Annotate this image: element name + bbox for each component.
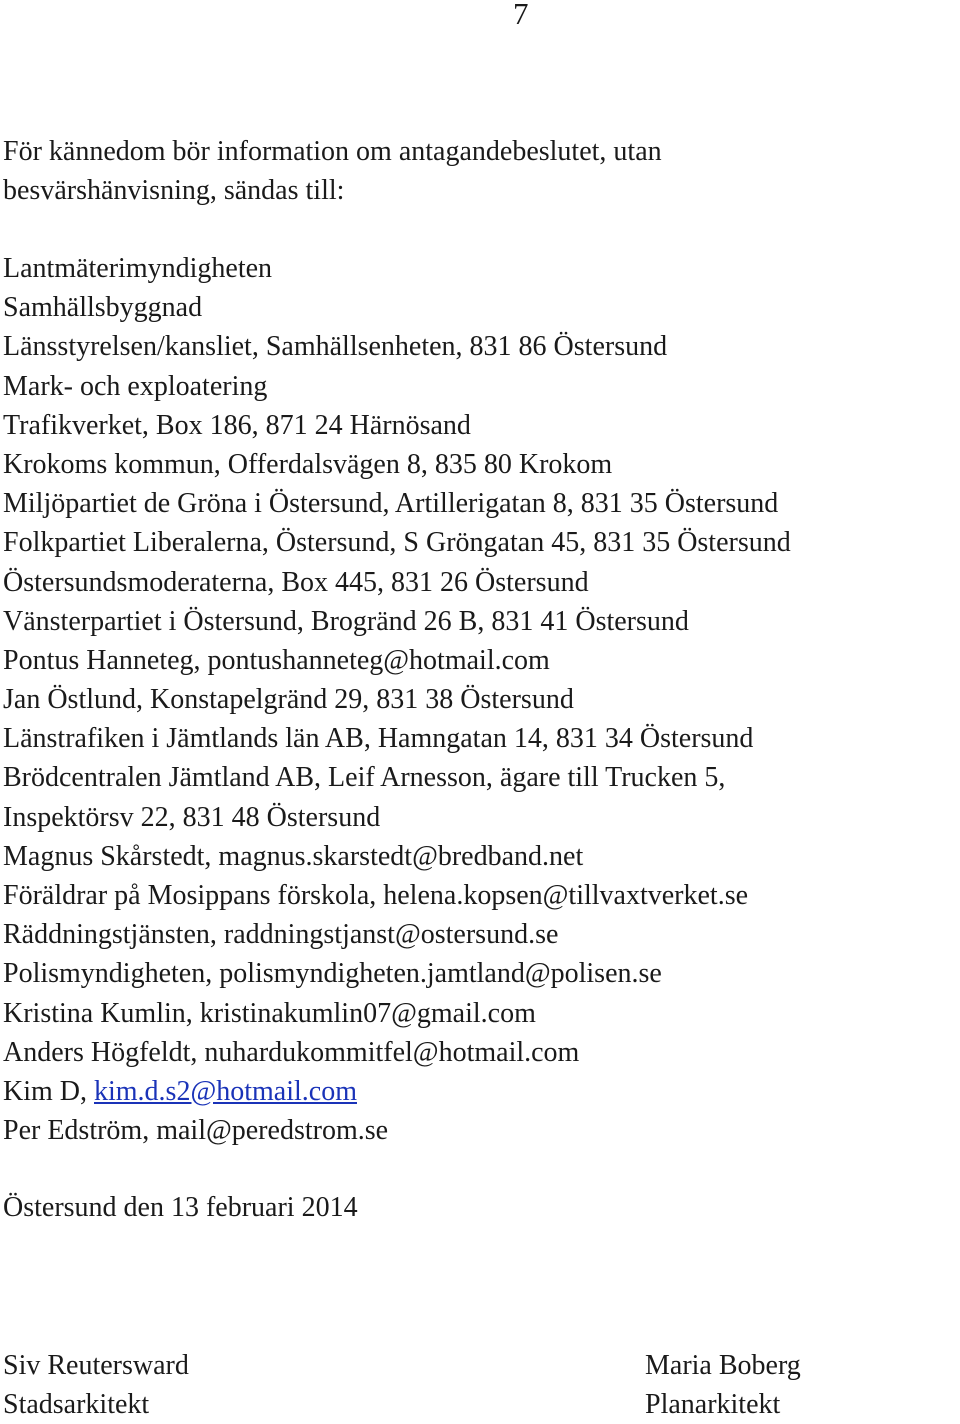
recipient-item: Folkpartiet Liberalerna, Östersund, S Gröngatan 45, 831 35 Östersund bbox=[3, 527, 791, 559]
intro-paragraph bbox=[3, 132, 662, 210]
date-line: Östersund den 13 februari 2014 bbox=[3, 1192, 358, 1223]
recipient-item: Föräldrar på Mosippans förskola, helena.kopsen@tillvaxtverket.se bbox=[3, 880, 749, 911]
intro-line: För kännedom bör information om antagandebeslutet, utan bbox=[3, 136, 662, 167]
recipient-item: Magnus Skårstedt, magnus.skarstedt@bredband.net bbox=[3, 840, 584, 872]
recipient-item: Kristina Kumlin, kristinakumlin07@gmail.com bbox=[3, 997, 536, 1029]
recipient-item: Jan Östlund, Konstapelgränd 29, 831 38 Östersund bbox=[3, 684, 574, 716]
recipient-item: Polismyndigheten, polismyndigheten.jamtland@polisen.se bbox=[3, 958, 662, 990]
signature-name: Siv Reutersward bbox=[3, 1350, 189, 1381]
signature-right bbox=[645, 1346, 801, 1424]
recipient-item: Länsstyrelsen/kansliet, Samhällsenheten, 831 86 Östersund bbox=[3, 331, 668, 363]
recipient-item: Samhällsbyggnad bbox=[3, 292, 203, 324]
signature-left bbox=[3, 1346, 189, 1424]
recipient-item: Räddningstjänsten, raddningstjanst@ostersund.se bbox=[3, 919, 559, 951]
recipient-item: Krokoms kommun, Offerdalsvägen 8, 835 80 Krokom bbox=[3, 448, 613, 480]
recipient-list bbox=[3, 249, 791, 1150]
recipient-item-kim bbox=[3, 1072, 791, 1111]
recipient-item: Brödcentralen Jämtland AB, Leif Arnesson, ägare till Trucken 5, bbox=[3, 762, 726, 794]
recipient-item: Anders Högfeldt, nuhardukommitfel@hotmail.com bbox=[3, 1036, 580, 1068]
recipient-item: Östersundsmoderaterna, Box 445, 831 26 Östersund bbox=[3, 566, 589, 598]
recipient-item: Per Edström, mail@peredstrom.se bbox=[3, 1115, 389, 1147]
recipient-item: Trafikverket, Box 186, 871 24 Härnösand bbox=[3, 409, 471, 441]
recipient-kim-prefix: Kim D, bbox=[3, 1075, 94, 1107]
recipient-item: Inspektörsv 22, 831 48 Östersund bbox=[3, 801, 381, 833]
recipient-item: Mark- och exploatering bbox=[3, 370, 268, 402]
kim-email-link[interactable]: kim.d.s2@hotmail.com bbox=[94, 1075, 357, 1107]
signature-name: Maria Boberg bbox=[645, 1350, 801, 1381]
recipient-item: Miljöpartiet de Gröna i Östersund, Artillerigatan 8, 831 35 Östersund bbox=[3, 488, 779, 520]
recipient-item: Länstrafiken i Jämtlands län AB, Hamngatan 14, 831 34 Östersund bbox=[3, 723, 754, 755]
recipient-item: Pontus Hanneteg, pontushanneteg@hotmail.com bbox=[3, 644, 550, 676]
signature-title: Stadsarkitekt bbox=[3, 1389, 150, 1420]
intro-line: besvärshänvisning, sändas till: bbox=[3, 175, 345, 206]
page-number: 7 bbox=[513, 0, 529, 31]
recipient-item: Vänsterpartiet i Östersund, Brogränd 26 B, 831 41 Östersund bbox=[3, 605, 689, 637]
recipient-item: Lantmäterimyndigheten bbox=[3, 253, 273, 284]
signature-title: Planarkitekt bbox=[645, 1389, 781, 1420]
